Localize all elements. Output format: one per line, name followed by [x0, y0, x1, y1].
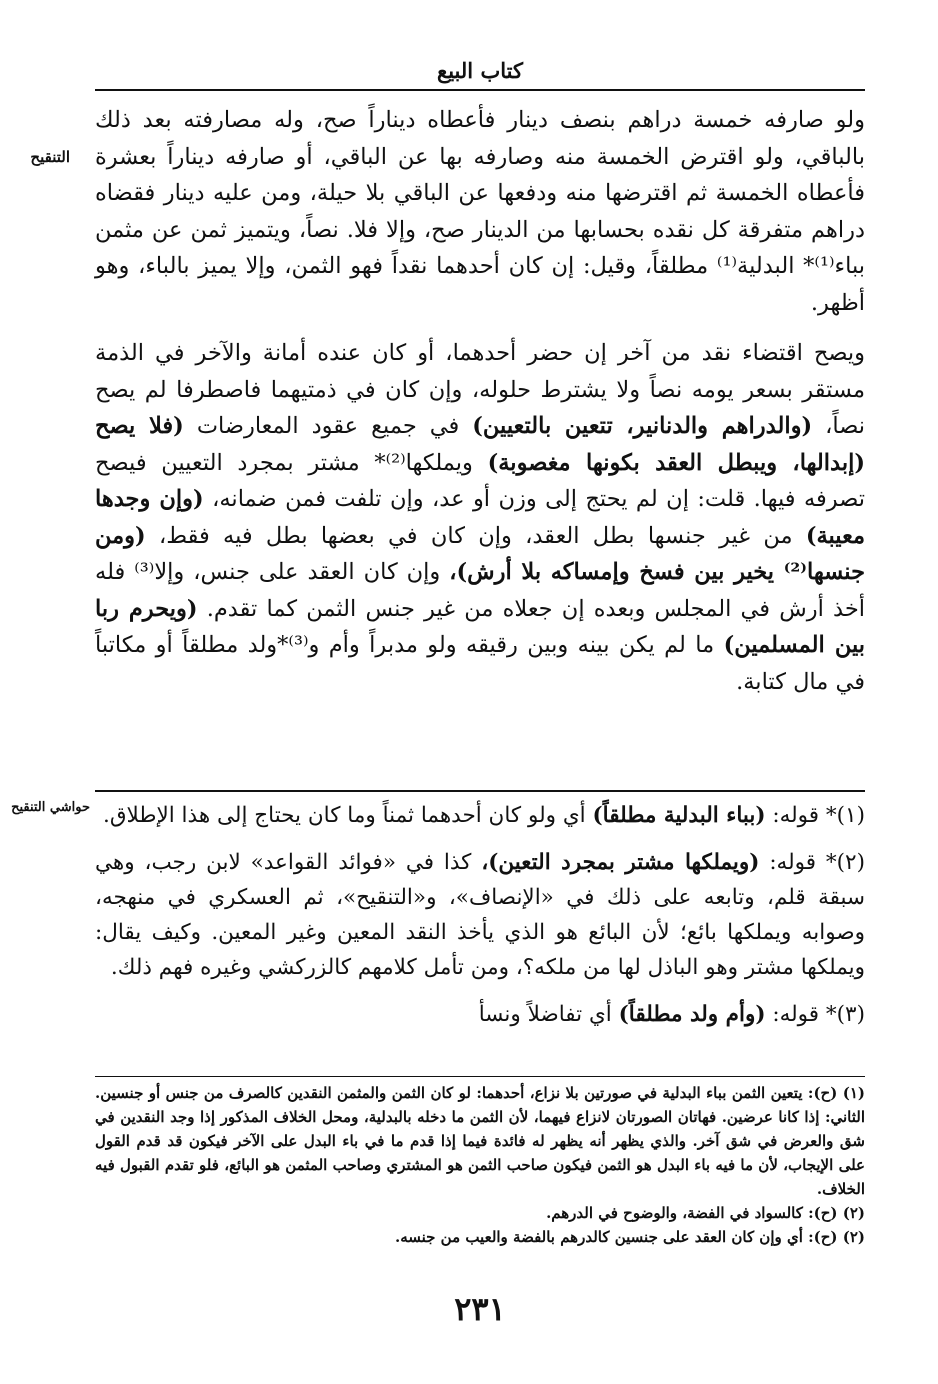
p2-matn-5: (ويحرم ربا بين المسلمين) — [95, 595, 865, 658]
hawashi-divider — [95, 790, 865, 792]
p2-text-g: ما لم يكن بينه وبين رقيقه ولو مدبراً وأم و⁽³⁾*ولد مطلقاً أو مكاتباً في مال كتابة. — [95, 632, 865, 695]
main-paragraph-2 — [95, 335, 865, 700]
p2-matn-2: (فلا يصح (إبدالها، ويبطل العقد بكونها مغصوبة) — [95, 413, 865, 476]
hawashi-note-1-text: أي ولو كان أحدهما ثمناً وما كان يحتاج إلى هذا الإطلاق. — [103, 803, 586, 828]
p2-matn-3: (وإن وجدها معيبة) — [95, 486, 866, 549]
p2-text-a: ويصح اقتضاء نقد من آخر إن حضر أحدهما، أو كان عنده أمانة والآخر في الذمة مستقر بسعر يومه نصاً ولا يشترط حلوله، وإن كان في ذمتيهما فاصطرفا لم يصح نصاً، — [95, 340, 865, 439]
main-text — [95, 102, 865, 700]
margin-label-tanqih: التنقيح — [30, 148, 70, 166]
running-header-title: كتاب البيع — [437, 58, 523, 83]
footnotes-divider — [95, 1076, 865, 1077]
hawashi-note-2-text: كذا في «فوائد القواعد» لابن رجب، وهي سبقة قلم، وتابعه على ذلك في «الإنصاف»، و«التنقيح»، ثم العسكري في منهجه، وصوابه ويملكها بائع؛ لأن البائع هو الذي يأخذ النقد المعين وغير المعين. وكيف يقال: ويملكها مشتر وهو الباذل لها من ملكه؟، ومن تأمل كلامهم كالزركشي وغيره فهم ذلك. — [95, 850, 865, 980]
hawashi-note-2 — [95, 845, 865, 985]
hawashi-note-2-quote: (ويملكها مشتر بمجرد التعين)، — [481, 850, 760, 875]
hawashi-note-3-text: أي تفاضلاً ونسأ — [478, 1002, 612, 1027]
p2-text-d: ويملكها⁽²⁾* مشتر بمجرد التعيين فيصح تصرفه فيها. قلت: إن لم يحتج إلى وزن أو عد، وإن تلفت فمن ضمانه، — [95, 449, 865, 512]
p2-text-e: من غير جنسها بطل العقد، وإن كان في بعضها بطل فيه فقط، — [158, 522, 793, 549]
footnotes — [95, 1081, 865, 1249]
p2-text-f: وإن كان العقد على جنس، وإلا⁽³⁾ فله أخذ أرش في المجلس وبعده إن جعلاه من غير جنس الثمن كما تقدم. — [95, 559, 865, 622]
hawashi-notes — [95, 798, 865, 1032]
hawashi-note-3-quote: (وأم ولد مطلقاً) — [618, 1002, 766, 1027]
hawashi-note-1-prefix: (١)* قوله: — [772, 803, 865, 828]
main-paragraph-1: ولو صارفه خمسة دراهم بنصف دينار فأعطاه ديناراً صح، وله مصارفته بعد ذلك بالباقي، ولو اقترض الخمسة منه وصارفه بها عن الباقي، أو صارفه ديناراً بعشرة فأعطاه الخمسة ثم اقترضها منه ودفعها عن الباقي بلا حيلة، ومن عليه دينار فقضاه دراهم متفرقة كل نقده بحسابها من الدينار صح، وإلا فلا. نصاً، ويتميز ثمن عن مثمن بباء⁽¹⁾* البدلية⁽¹⁾ مطلقاً، وقيل: إن كان أحدهما نقداً فهو الثمن، وإلا يميز بالباء، وهو أظهر. — [95, 107, 866, 316]
page-number: ٢٣١ — [454, 1290, 506, 1328]
footnote-3: (٢) (ح): أي وإن كان العقد على جنسين كالدرهم بالفضة والعيب من جنسه. — [394, 1228, 865, 1246]
p2-matn-4: (ومن جنسها⁽²⁾ يخير بين فسخ وإمساكه بلا أرش)، — [95, 522, 865, 585]
hawashi-note-2-prefix: (٢)* قوله: — [769, 850, 865, 875]
hawashi-note-3-prefix: (٣)* قوله: — [772, 1002, 865, 1027]
hawashi-note-3 — [95, 997, 865, 1032]
footnote-1: (١) (ح): يتعين الثمن بباء البدلية في صورتين بلا نزاع، أحدهما: لو كان الثمن والمثمن النقدين كالصرف من جنس أو جنسين. الثاني: إذا كانا عرضين. فهاتان الصورتان لانزاع فيهما، لأن الثمن ما دخله بالبدلية، ومحل الخلاف المذكور إذا وجد النقدين في شق والعرض في شق آخر. والذي يظهر أنه يظهر له فائدة فيما إذا قدم ما في باء البدل على الآخر فيكون قد قدم القول على الإيجاب، لأن ما فيه باء البدل هو الثمن فيكون صاحب الثمن هو المشتري وصاحب المثمن هو البائع، فلو تقدم القبول فيه الخلاف. — [95, 1084, 865, 1198]
hawashi-note-1-quote: (بباء البدلية مطلقاً) — [592, 803, 766, 828]
hawashi-note-1 — [95, 798, 865, 833]
p2-matn-1: (والدراهم والدنانير، تتعين بالتعيين) — [472, 413, 813, 439]
p2-text-c: في جميع عقود المعارضات — [196, 413, 460, 439]
header-divider — [95, 89, 865, 91]
margin-label-hawashi: حواشي التنقيح — [11, 800, 90, 815]
footnote-2: (٢) (ح): كالسواد في الفضة، والوضوح في الدرهم. — [546, 1204, 865, 1222]
